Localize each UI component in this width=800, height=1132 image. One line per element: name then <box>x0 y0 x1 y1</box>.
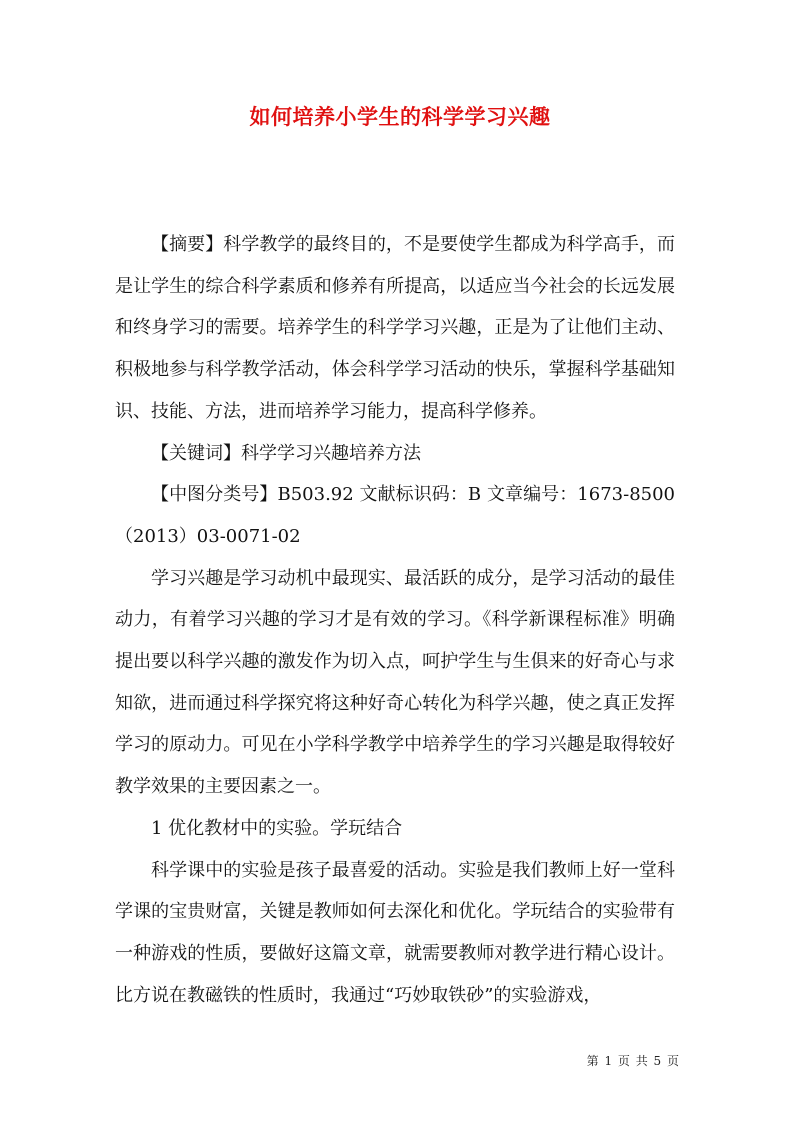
section-paragraph: 科学课中的实验是孩子最喜爱的活动。实验是我们教师上好一堂科学课的宝贵财富，关键是教师如何去深化和优化。学玩结合的实验带有一种游戏的性质，要做好这篇文章，就需要教师对教学进行精心设计。比方说在教磁铁的性质时，我通过“巧妙取铁砂”的实验游戏， <box>115 859 675 1006</box>
abstract-paragraph: 【摘要】科学教学的最终目的，不是要使学生都成为科学高手，而是让学生的综合科学素质和修养有所提高，以适应当今社会的长远发展和终身学习的需要。培养学生的科学学习兴趣，正是为了让他们主动、积极地参与科学教学活动，体会科学学习活动的快乐，掌握科学基础知识、技能、方法，进而培养学习能力，提高科学修养。 <box>115 234 675 422</box>
page-number-footer: 第 1 页 共 5 页 <box>586 1054 680 1068</box>
document-body <box>115 224 675 1016</box>
section-heading: 1 优化教材中的实验。学玩结合 <box>151 817 403 839</box>
document-title: 如何培养小学生的科学学习兴趣 <box>249 104 551 129</box>
keywords-paragraph: 【关键词】科学学习兴趣培养方法 <box>151 442 421 464</box>
classification-paragraph: 【中图分类号】B503.92 文献标识码：B 文章编号：1673-8500（2013）03-0071-02 <box>115 484 676 547</box>
intro-paragraph: 学习兴趣是学习动机中最现实、最活跃的成分，是学习活动的最佳动力，有着学习兴趣的学习才是有效的学习。《科学新课程标准》明确提出要以科学兴趣的激发作为切入点，呵护学生与生俱来的好奇心与求知欲，进而通过科学探究将这种好奇心转化为科学兴趣，使之真正发挥学习的原动力。可见在小学科学教学中培养学生的学习兴趣是取得较好教学效果的主要因素之一。 <box>115 567 675 798</box>
